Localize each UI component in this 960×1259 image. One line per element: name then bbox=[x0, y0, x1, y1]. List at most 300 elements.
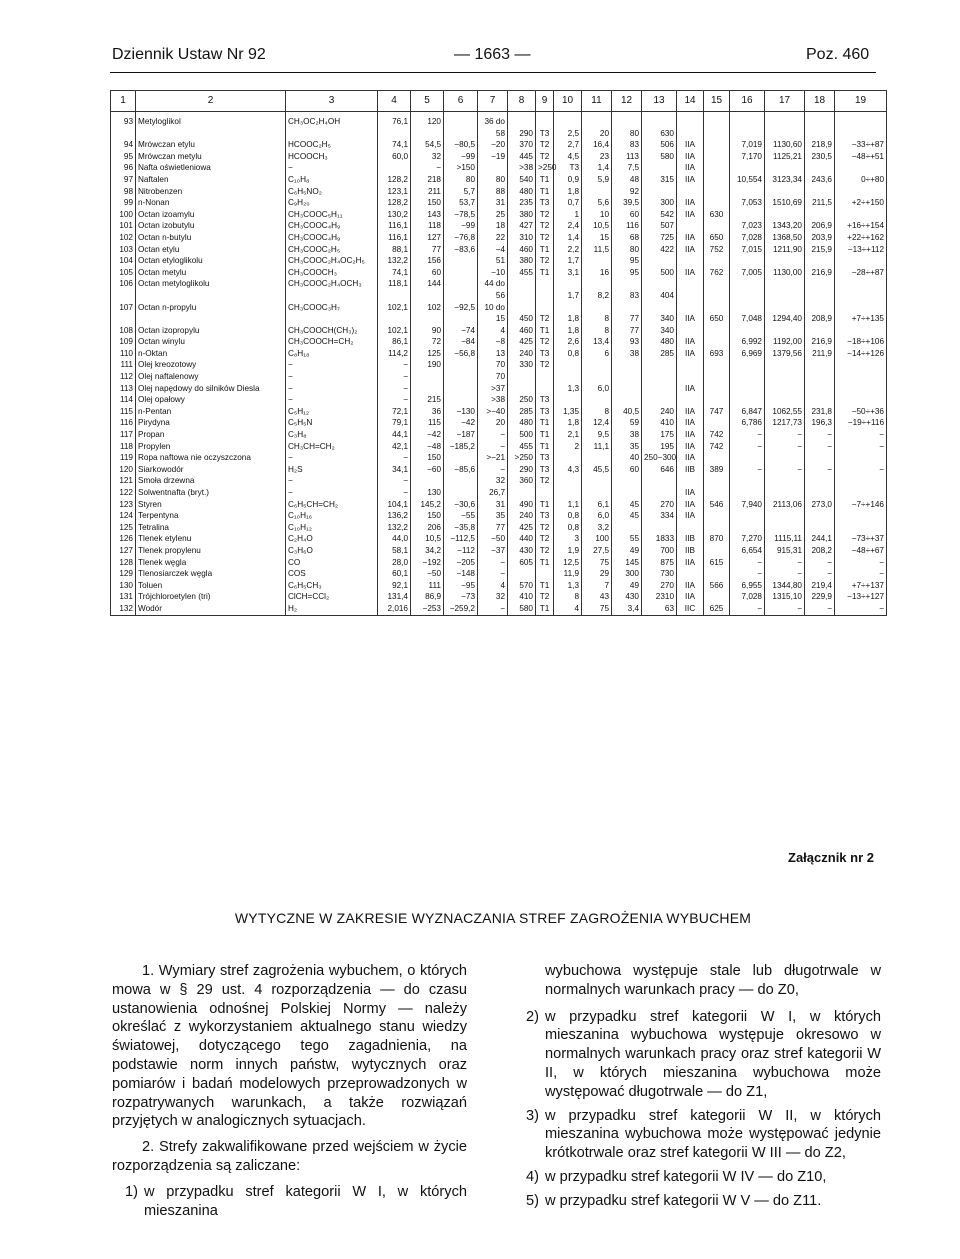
table-cell: 156 bbox=[411, 255, 444, 267]
table-cell: 1,7 bbox=[554, 255, 582, 267]
table-cell bbox=[835, 487, 887, 499]
table-cell: 7,5 bbox=[612, 162, 642, 174]
table-cell: H₂ bbox=[286, 603, 378, 615]
table-cell: Pirydyna bbox=[136, 417, 286, 429]
table-cell: 190 bbox=[411, 359, 444, 371]
table-cell: Solwentnafta (bryt.) bbox=[136, 487, 286, 499]
table-cell: 250−300 bbox=[642, 452, 677, 464]
table-cell: − bbox=[478, 464, 508, 476]
table-cell: 105 bbox=[111, 267, 136, 279]
table-cell: − bbox=[805, 568, 835, 580]
table-cell: 39,5 bbox=[612, 197, 642, 209]
table-cell: 60,0 bbox=[378, 151, 411, 163]
table-cell: 5,6 bbox=[582, 197, 612, 209]
table-cell: 1211,90 bbox=[765, 244, 805, 256]
table-cell bbox=[704, 290, 730, 302]
table-cell: −35,8 bbox=[444, 522, 478, 534]
table-cell: 77 bbox=[612, 313, 642, 325]
table-cell: IIA bbox=[677, 591, 704, 603]
table-cell: 127 bbox=[411, 232, 444, 244]
table-cell: C₆H₅CH₃ bbox=[286, 580, 378, 592]
table-cell: 92 bbox=[612, 186, 642, 198]
table-cell: 94 bbox=[111, 139, 136, 151]
column-header: 10 bbox=[554, 91, 582, 112]
table-cell: 725 bbox=[642, 232, 677, 244]
table-row bbox=[111, 186, 887, 198]
table-cell bbox=[554, 278, 582, 290]
table-cell: 203,9 bbox=[805, 232, 835, 244]
table-cell bbox=[730, 162, 765, 174]
table-cell bbox=[704, 545, 730, 557]
table-cell: − bbox=[411, 162, 444, 174]
table-cell: C₆H₅NO₂ bbox=[286, 186, 378, 198]
table-cell: 5,9 bbox=[582, 174, 612, 186]
table-cell bbox=[582, 452, 612, 464]
table-cell: 132,2 bbox=[378, 255, 411, 267]
table-cell: 427 bbox=[508, 220, 536, 232]
table-cell: T3 bbox=[536, 452, 554, 464]
table-cell: 0,8 bbox=[554, 348, 582, 360]
table-cell bbox=[378, 290, 411, 302]
table-cell: 60 bbox=[612, 464, 642, 476]
table-cell: 7,940 bbox=[730, 499, 765, 511]
table-cell bbox=[612, 116, 642, 128]
table-row bbox=[111, 522, 887, 534]
table-cell: 72,1 bbox=[378, 406, 411, 418]
table-cell: 13,4 bbox=[582, 336, 612, 348]
table-cell: 211,5 bbox=[805, 197, 835, 209]
table-cell: >−40 bbox=[478, 406, 508, 418]
table-cell: HCOOCH₃ bbox=[286, 151, 378, 163]
table-cell: Octan n-propylu bbox=[136, 302, 286, 314]
table-cell: 60 bbox=[411, 267, 444, 279]
table-cell: 580 bbox=[642, 151, 677, 163]
table-cell: Octan etylu bbox=[136, 244, 286, 256]
gazette-title: Dziennik Ustaw Nr 92 bbox=[112, 46, 266, 63]
column-header: 19 bbox=[835, 91, 887, 112]
table-cell: T1 bbox=[536, 267, 554, 279]
table-cell: T1 bbox=[536, 325, 554, 337]
table-cell bbox=[536, 116, 554, 128]
table-cell bbox=[642, 186, 677, 198]
table-cell bbox=[554, 475, 582, 487]
table-cell: 127 bbox=[111, 545, 136, 557]
table-cell: 752 bbox=[704, 244, 730, 256]
table-cell: − bbox=[805, 464, 835, 476]
table-cell: 10 bbox=[582, 209, 612, 221]
table-cell bbox=[508, 371, 536, 383]
table-cell: −7÷+146 bbox=[835, 499, 887, 511]
table-cell: − bbox=[765, 557, 805, 569]
table-cell bbox=[765, 255, 805, 267]
table-cell: 40,5 bbox=[612, 406, 642, 418]
table-cell: 480 bbox=[508, 417, 536, 429]
table-cell bbox=[444, 290, 478, 302]
table-cell: T1 bbox=[536, 186, 554, 198]
table-cell bbox=[805, 290, 835, 302]
table-cell: 100 bbox=[111, 209, 136, 221]
table-cell bbox=[835, 209, 887, 221]
table-cell bbox=[677, 220, 704, 232]
table-cell: IIA bbox=[677, 452, 704, 464]
table-cell bbox=[835, 128, 887, 140]
table-cell: +22÷+162 bbox=[835, 232, 887, 244]
table-cell: CO bbox=[286, 557, 378, 569]
table-cell bbox=[805, 522, 835, 534]
table-cell: 75 bbox=[582, 603, 612, 615]
table-cell: −187 bbox=[444, 429, 478, 441]
table-cell: Olej opałowy bbox=[136, 394, 286, 406]
table-cell: Octan etyloglikolu bbox=[136, 255, 286, 267]
table-cell: − bbox=[730, 557, 765, 569]
list-item-text: w przypadku stref kategorii W IV — do Z10, bbox=[545, 1168, 827, 1185]
column-header: 8 bbox=[508, 91, 536, 112]
table-row bbox=[111, 533, 887, 545]
table-cell: 2,016 bbox=[378, 603, 411, 615]
table-cell: 108 bbox=[111, 325, 136, 337]
table-cell: 10,554 bbox=[730, 174, 765, 186]
table-cell: 206,9 bbox=[805, 220, 835, 232]
table-cell: 1,8 bbox=[554, 417, 582, 429]
table-cell: T2 bbox=[536, 139, 554, 151]
table-cell bbox=[582, 359, 612, 371]
list-item-number: 2) bbox=[526, 1008, 539, 1025]
table-cell: 15 bbox=[582, 232, 612, 244]
table-cell: − bbox=[286, 394, 378, 406]
table-cell bbox=[554, 452, 582, 464]
table-cell: Terpentyna bbox=[136, 510, 286, 522]
table-cell: Tlenek propylenu bbox=[136, 545, 286, 557]
table-cell: 1115,11 bbox=[765, 533, 805, 545]
table-cell: 240 bbox=[508, 510, 536, 522]
table-cell: − bbox=[286, 371, 378, 383]
table-cell: − bbox=[286, 383, 378, 395]
table-cell: Octan izobutylu bbox=[136, 220, 286, 232]
table-cell: 300 bbox=[642, 197, 677, 209]
table-cell bbox=[378, 128, 411, 140]
table-cell bbox=[704, 371, 730, 383]
table-cell bbox=[508, 116, 536, 128]
table-cell: 38 bbox=[612, 348, 642, 360]
table-cell: IIB bbox=[677, 545, 704, 557]
table-cell bbox=[704, 116, 730, 128]
table-cell bbox=[704, 302, 730, 314]
substances-table bbox=[110, 90, 887, 616]
table-cell: 380 bbox=[508, 209, 536, 221]
table-cell: − bbox=[730, 568, 765, 580]
table-cell: 128,2 bbox=[378, 174, 411, 186]
table-cell: 136,2 bbox=[378, 510, 411, 522]
table-cell: 1,3 bbox=[554, 580, 582, 592]
table-cell bbox=[730, 325, 765, 337]
table-cell bbox=[582, 255, 612, 267]
table-cell: 229,9 bbox=[805, 591, 835, 603]
table-cell: 244,1 bbox=[805, 533, 835, 545]
table-cell bbox=[411, 290, 444, 302]
table-cell: 99 bbox=[111, 197, 136, 209]
table-cell: IIA bbox=[677, 580, 704, 592]
table-cell bbox=[444, 383, 478, 395]
table-cell: 48 bbox=[612, 174, 642, 186]
table-cell: 542 bbox=[642, 209, 677, 221]
table-cell: − bbox=[805, 603, 835, 615]
table-cell: − bbox=[765, 441, 805, 453]
table-cell: 6,0 bbox=[582, 383, 612, 395]
table-cell: 26,7 bbox=[478, 487, 508, 499]
table-cell: IIA bbox=[677, 151, 704, 163]
table-cell bbox=[730, 522, 765, 534]
table-cell bbox=[704, 197, 730, 209]
table-cell bbox=[411, 475, 444, 487]
table-cell: 270 bbox=[642, 499, 677, 511]
table-cell: 93 bbox=[111, 116, 136, 128]
table-cell: IIA bbox=[677, 406, 704, 418]
table-cell bbox=[835, 475, 887, 487]
table-cell bbox=[765, 128, 805, 140]
table-cell: 235 bbox=[508, 197, 536, 209]
table-cell: 88,1 bbox=[378, 244, 411, 256]
table-cell bbox=[286, 128, 378, 140]
table-cell: 12,5 bbox=[554, 557, 582, 569]
table-cell: H₂S bbox=[286, 464, 378, 476]
table-cell: 45,5 bbox=[582, 464, 612, 476]
table-cell: Tetralina bbox=[136, 522, 286, 534]
table-cell bbox=[835, 278, 887, 290]
table-cell: 273,0 bbox=[805, 499, 835, 511]
table-cell: Octan metyloglikolu bbox=[136, 278, 286, 290]
table-cell: 370 bbox=[508, 139, 536, 151]
table-cell bbox=[765, 371, 805, 383]
table-cell: 6,0 bbox=[582, 510, 612, 522]
table-cell bbox=[805, 116, 835, 128]
table-cell: 10 do bbox=[478, 302, 508, 314]
table-cell bbox=[444, 278, 478, 290]
table-cell: −205 bbox=[444, 557, 478, 569]
table-cell: −30,6 bbox=[444, 499, 478, 511]
table-cell: −8 bbox=[478, 336, 508, 348]
table-cell: 1062,55 bbox=[765, 406, 805, 418]
list-item-number: 1) bbox=[125, 1183, 138, 1200]
table-cell bbox=[582, 116, 612, 128]
table-cell bbox=[642, 394, 677, 406]
table-cell bbox=[730, 487, 765, 499]
table-cell: T1 bbox=[536, 499, 554, 511]
table-cell: 95 bbox=[111, 151, 136, 163]
table-cell: 104 bbox=[111, 255, 136, 267]
table-cell: 8,2 bbox=[582, 290, 612, 302]
table-cell: 216,9 bbox=[805, 267, 835, 279]
table-cell: −74 bbox=[444, 325, 478, 337]
table-cell: 25 bbox=[478, 209, 508, 221]
table-cell: 7,028 bbox=[730, 591, 765, 603]
table-cell: 102 bbox=[411, 302, 444, 314]
list-item-3 bbox=[513, 1107, 881, 1163]
table-cell bbox=[612, 278, 642, 290]
table-cell: − bbox=[378, 383, 411, 395]
table-cell bbox=[411, 313, 444, 325]
table-cell: 7 bbox=[582, 580, 612, 592]
table-cell: 97 bbox=[111, 174, 136, 186]
table-cell bbox=[411, 383, 444, 395]
table-cell bbox=[677, 116, 704, 128]
section-title: WYTYCZNE W ZAKRESIE WYZNACZANIA STREF ZAGROŻENIA WYBUCHEM bbox=[234, 910, 752, 926]
table-cell: 45 bbox=[612, 499, 642, 511]
table-cell: C₁₀H₁₂ bbox=[286, 522, 378, 534]
table-cell: 196,3 bbox=[805, 417, 835, 429]
table-cell bbox=[730, 290, 765, 302]
table-cell: 2310 bbox=[642, 591, 677, 603]
table-cell: 1,4 bbox=[554, 232, 582, 244]
table-cell: T2 bbox=[536, 255, 554, 267]
table-cell: >250 bbox=[508, 452, 536, 464]
table-cell bbox=[554, 394, 582, 406]
table-cell: T2 bbox=[536, 533, 554, 545]
table-cell: − bbox=[478, 568, 508, 580]
table-cell: −78,5 bbox=[444, 209, 478, 221]
table-cell: 20 bbox=[478, 417, 508, 429]
table-cell bbox=[730, 510, 765, 522]
table-row bbox=[111, 499, 887, 511]
table-cell: 3,4 bbox=[612, 603, 642, 615]
list-item-1 bbox=[112, 1183, 467, 1221]
table-cell bbox=[730, 302, 765, 314]
table-cell bbox=[704, 359, 730, 371]
position-number: Poz. 460 bbox=[806, 46, 870, 63]
table-cell bbox=[508, 302, 536, 314]
table-cell: − bbox=[286, 359, 378, 371]
column-header: 3 bbox=[286, 91, 378, 112]
table-cell: 111 bbox=[411, 580, 444, 592]
table-cell bbox=[677, 394, 704, 406]
table-cell: T2 bbox=[536, 336, 554, 348]
table-cell: CH₃COOC₃H₇ bbox=[286, 302, 378, 314]
table-cell: 1315,10 bbox=[765, 591, 805, 603]
table-cell: 9,5 bbox=[582, 429, 612, 441]
table-cell bbox=[835, 394, 887, 406]
table-cell: 6,654 bbox=[730, 545, 765, 557]
table-cell: 285 bbox=[642, 348, 677, 360]
table-cell: 132,2 bbox=[378, 522, 411, 534]
table-cell: − bbox=[478, 603, 508, 615]
table-cell: 460 bbox=[508, 244, 536, 256]
table-cell: T3 bbox=[536, 348, 554, 360]
table-cell: 630 bbox=[704, 209, 730, 221]
table-cell: 1192,00 bbox=[765, 336, 805, 348]
table-cell bbox=[136, 290, 286, 302]
table-cell: 98 bbox=[111, 186, 136, 198]
table-cell: 630 bbox=[642, 128, 677, 140]
table-cell: 2113,06 bbox=[765, 499, 805, 511]
table-cell: 3,2 bbox=[582, 522, 612, 534]
table-cell: 7,170 bbox=[730, 151, 765, 163]
table-cell: 43 bbox=[582, 591, 612, 603]
column-header: 6 bbox=[444, 91, 478, 112]
table-cell: 340 bbox=[642, 313, 677, 325]
table-cell bbox=[444, 267, 478, 279]
table-cell: IIA bbox=[677, 487, 704, 499]
column-header: 9 bbox=[536, 91, 554, 112]
table-cell: 1,1 bbox=[554, 499, 582, 511]
table-cell: Tlenek węgla bbox=[136, 557, 286, 569]
table-cell: 88 bbox=[478, 186, 508, 198]
table-cell: T1 bbox=[536, 557, 554, 569]
table-cell: −99 bbox=[444, 220, 478, 232]
table-cell: Wodór bbox=[136, 603, 286, 615]
table-cell bbox=[805, 475, 835, 487]
table-cell: Olej naftalenowy bbox=[136, 371, 286, 383]
table-cell: 430 bbox=[612, 591, 642, 603]
table-cell bbox=[582, 278, 612, 290]
table-cell: 40 bbox=[612, 452, 642, 464]
table-cell: − bbox=[730, 464, 765, 476]
table-cell bbox=[444, 452, 478, 464]
table-cell bbox=[411, 128, 444, 140]
table-cell: 1343,20 bbox=[765, 220, 805, 232]
table-cell: − bbox=[765, 568, 805, 580]
table-cell: 650 bbox=[704, 232, 730, 244]
table-cell: − bbox=[835, 557, 887, 569]
table-cell: 27,5 bbox=[582, 545, 612, 557]
table-cell: −92,5 bbox=[444, 302, 478, 314]
table-cell bbox=[704, 568, 730, 580]
table-cell bbox=[642, 487, 677, 499]
table-cell: −99 bbox=[444, 151, 478, 163]
table-cell: 240 bbox=[642, 406, 677, 418]
table-cell: 425 bbox=[508, 336, 536, 348]
table-cell bbox=[704, 394, 730, 406]
table-cell: 208,2 bbox=[805, 545, 835, 557]
table-cell: 410 bbox=[508, 591, 536, 603]
table-cell bbox=[136, 128, 286, 140]
table-cell bbox=[704, 139, 730, 151]
table-cell bbox=[704, 522, 730, 534]
table-cell: 5,7 bbox=[444, 186, 478, 198]
table-cell bbox=[765, 302, 805, 314]
table-cell bbox=[805, 209, 835, 221]
table-cell: 150 bbox=[411, 452, 444, 464]
table-cell: 80 bbox=[478, 174, 508, 186]
right-column bbox=[513, 962, 881, 1216]
table-cell bbox=[835, 452, 887, 464]
table-cell: 100 bbox=[582, 533, 612, 545]
table-cell: 125 bbox=[411, 348, 444, 360]
table-cell: IIA bbox=[677, 499, 704, 511]
table-cell: C₃H₆O bbox=[286, 545, 378, 557]
table-row bbox=[111, 580, 887, 592]
table-cell bbox=[730, 383, 765, 395]
table-cell: 31 bbox=[478, 499, 508, 511]
table-cell bbox=[730, 255, 765, 267]
table-cell: 120 bbox=[111, 464, 136, 476]
table-cell: 490 bbox=[508, 499, 536, 511]
table-row bbox=[111, 487, 887, 499]
table-cell bbox=[444, 487, 478, 499]
table-cell bbox=[536, 278, 554, 290]
table-cell: 506 bbox=[642, 139, 677, 151]
table-cell: 124 bbox=[111, 510, 136, 522]
table-cell: 109 bbox=[111, 336, 136, 348]
table-cell bbox=[765, 487, 805, 499]
table-cell: >−21 bbox=[478, 452, 508, 464]
table-cell: − bbox=[286, 452, 378, 464]
table-cell bbox=[704, 255, 730, 267]
table-cell: − bbox=[805, 441, 835, 453]
table-cell bbox=[642, 359, 677, 371]
table-cell: CH₃COOC₄H₉ bbox=[286, 220, 378, 232]
table-cell: − bbox=[805, 429, 835, 441]
table-cell: 114,2 bbox=[378, 348, 411, 360]
table-cell: 7,005 bbox=[730, 267, 765, 279]
